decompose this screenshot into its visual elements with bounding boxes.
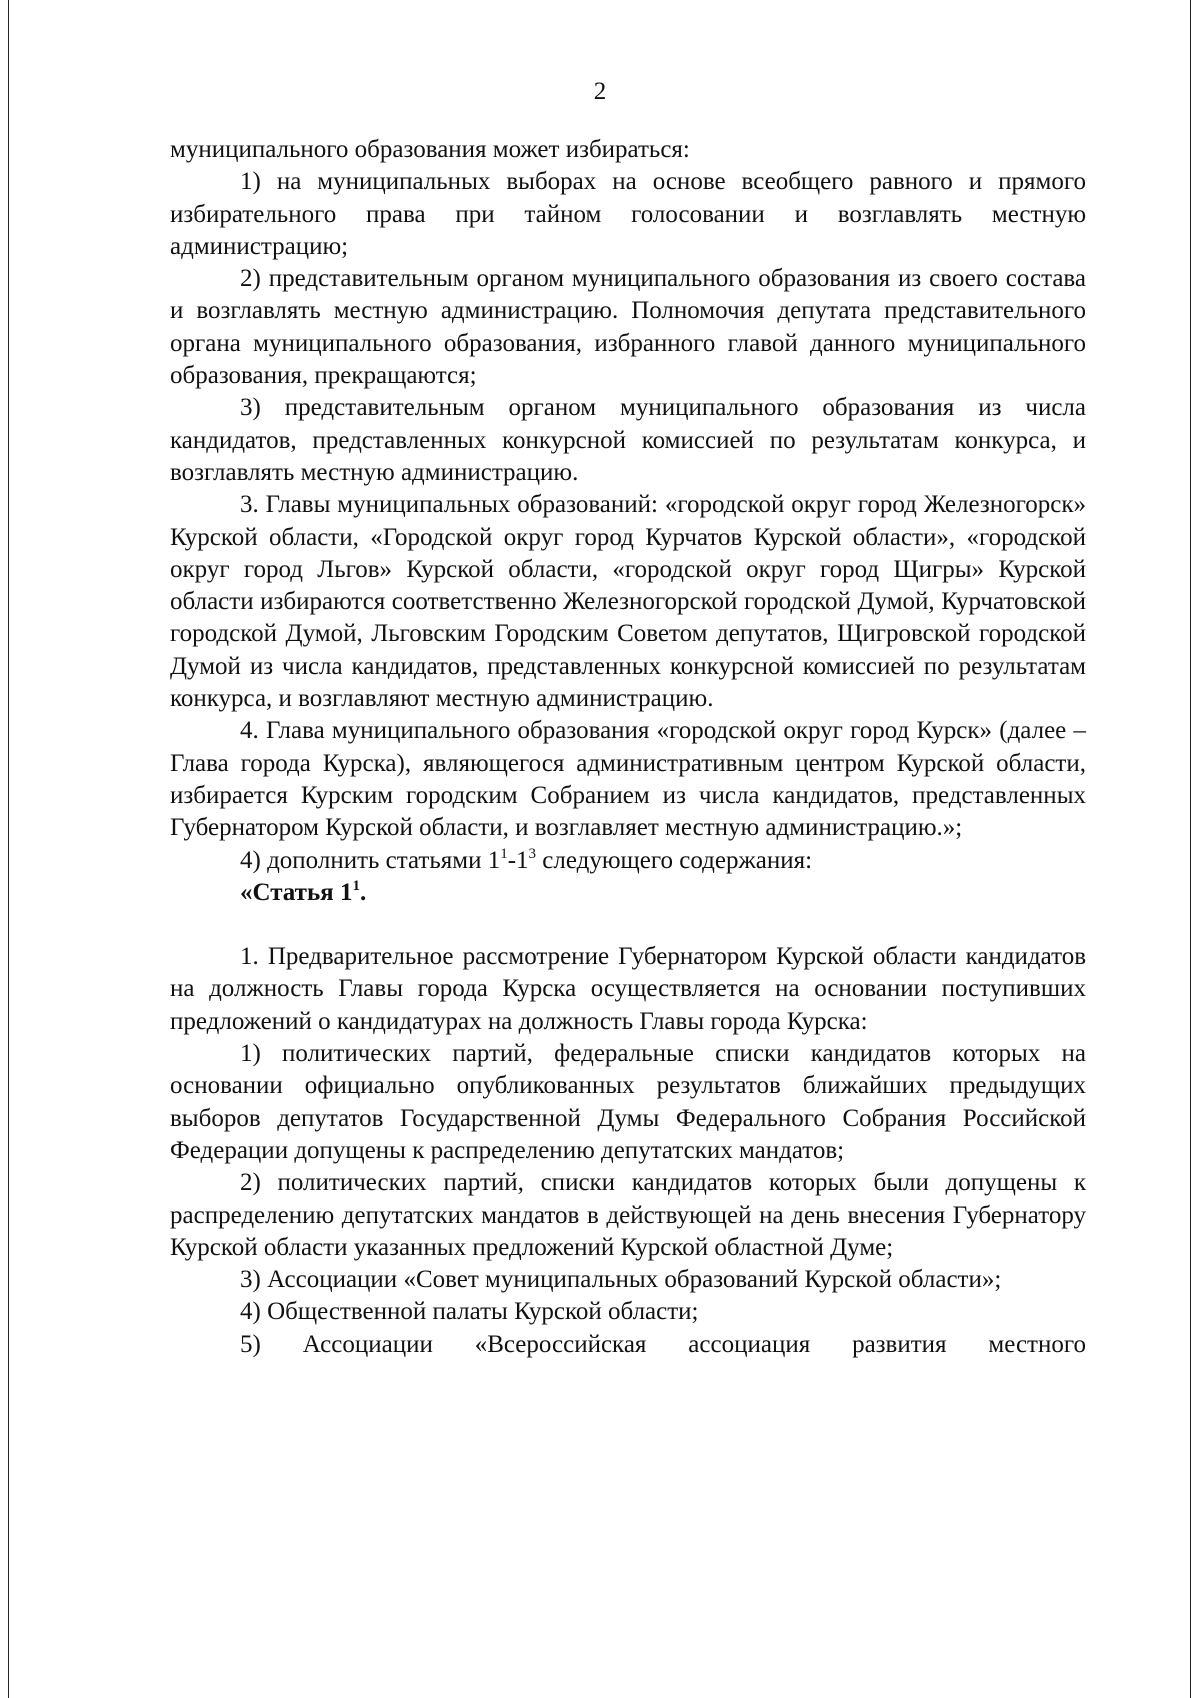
article-heading-text: «Статья 1: [240, 878, 353, 906]
article-subitem-3: 3) Ассоциации «Совет муниципальных образований Курской области»;: [240, 1266, 1002, 1294]
article-subitem-2: 2) политических партий, списки кандидатов которых были допущены к распределению депутатских мандатов в действующей на день внесения Губернатору Курской области указанных предложений Курской областной Думе;: [170, 1169, 1086, 1261]
amendment-sup-3: 3: [528, 845, 537, 862]
document-body: [170, 134, 1086, 1361]
paragraph-point-3: 3. Главы муниципальных образований: «городской округ город Железногорск» Курской области, «Городской округ город Курчатов Курской области», «городской округ город Льгов» Курской области, «городской округ город Щигры» Курской области избираются соответственно Железногорской городской Думой, Курчатовской городской Думой, Льговским Городским Советом депутатов, Щигровской городской Думой из числа кандидатов, представленных конкурсной комиссией по результатам конкурса, и возглавляют местную администрацию.: [170, 491, 1086, 713]
amendment-dash: -1: [507, 846, 529, 874]
paragraph-item-2: 2) представительным органом муниципального образования из своего состава и возглавлять местную администрацию. Полномочия депутата представительного органа муниципального образования, избранного главой данного муниципального образования, прекращаются;: [170, 265, 1086, 390]
amendment-sup-1: 1: [500, 845, 508, 862]
paragraph-continuation: муниципального образования может избираться:: [170, 136, 690, 163]
paragraph-item-3: 3) представительным органом муниципального образования из числа кандидатов, представленных конкурсной комиссией по результатам конкурса, и возглавлять местную администрацию.: [170, 394, 1086, 486]
scan-right-edge: [1190, 0, 1191, 1698]
article-subitem-4: 4) Общественной палаты Курской области;: [240, 1298, 699, 1326]
article-point-1: 1. Предварительное рассмотрение Губернатором Курской области кандидатов на должность Главы города Курска осуществляется на основании поступивших предложений о кандидатурах на должность Главы города Курска:: [170, 943, 1086, 1035]
article-subitem-5: 5) Ассоциации «Всероссийская ассоциация развития местного: [240, 1330, 1086, 1358]
blank-line: [170, 909, 1086, 941]
scan-left-edge: [8, 0, 9, 1698]
amendment-item-4: [170, 845, 1086, 877]
article-heading-sup: 1: [352, 877, 360, 894]
article-subitem-1: 1) политических партий, федеральные списки кандидатов которых на основании официально опубликованных результатов ближайших предыдущих выборов депутатов Государственной Думы Федерального Собрания Российской Федерации допущены к распределению депутатских мандатов;: [170, 1040, 1086, 1164]
article-heading: [170, 877, 1086, 909]
amendment-prefix: 4) дополнить статьями 1: [240, 846, 501, 874]
article-heading-dot: .: [359, 878, 367, 906]
paragraph-item-1: 1) на муниципальных выборах на основе всеобщего равного и прямого избирательного права при тайном голосовании и возглавлять местную администрацию;: [170, 168, 1086, 260]
amendment-suffix: следующего содержания:: [536, 846, 813, 874]
paragraph-point-4: 4. Глава муниципального образования «городской округ город Курск» (далее – Глава города Курска), являющегося административным центром Курской области, избирается Курским городским Собранием из числа кандидатов, представленных Губернатором Курской области, и возглавляет местную администрацию.»;: [170, 717, 1086, 842]
page-number: 2: [593, 78, 607, 105]
